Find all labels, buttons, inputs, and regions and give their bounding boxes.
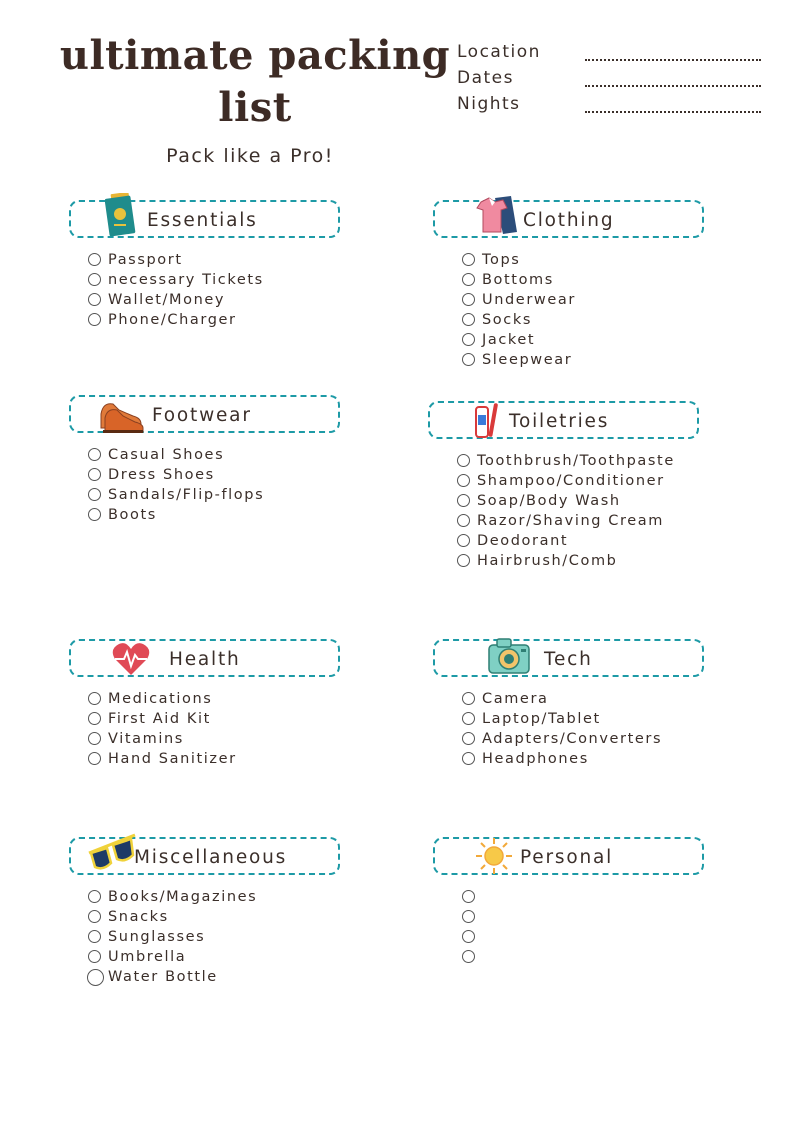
clothes-icon <box>473 194 519 238</box>
item-label: Hairbrush/Comb <box>477 553 618 569</box>
section-title: Personal <box>520 847 614 868</box>
section-title: Footwear <box>152 405 252 426</box>
checkbox[interactable] <box>88 930 101 943</box>
section-title: Tech <box>544 649 593 670</box>
item-label: Socks <box>482 312 532 328</box>
location-label: Location <box>457 42 541 62</box>
item-label: Phone/Charger <box>108 312 237 328</box>
camera-icon <box>487 635 533 677</box>
item-label: Medications <box>108 691 213 707</box>
checkbox[interactable] <box>88 712 101 725</box>
checkbox[interactable] <box>457 494 470 507</box>
section-header <box>69 837 340 875</box>
trip-info-dates <box>457 68 767 94</box>
item-label: necessary Tickets <box>108 272 264 288</box>
location-field[interactable] <box>585 59 761 61</box>
checkbox[interactable] <box>88 293 101 306</box>
item-label: Soap/Body Wash <box>477 493 621 509</box>
passport-icon <box>105 193 137 239</box>
shoe-icon <box>97 396 145 436</box>
item-label: Vitamins <box>108 731 184 747</box>
checkbox[interactable] <box>462 732 475 745</box>
item-label: Casual Shoes <box>108 447 225 463</box>
checkbox[interactable] <box>462 313 475 326</box>
checkbox[interactable] <box>462 692 475 705</box>
section-header <box>428 401 699 439</box>
item-label: Laptop/Tablet <box>482 711 601 727</box>
item-label: Bottoms <box>482 272 554 288</box>
checkbox[interactable] <box>88 508 101 521</box>
dates-field[interactable] <box>585 85 761 87</box>
item-label: Toothbrush/Toothpaste <box>477 453 675 469</box>
checkbox[interactable] <box>457 454 470 467</box>
item-label: Jacket <box>482 332 536 348</box>
subtitle: Pack like a Pro! <box>166 145 334 167</box>
checkbox[interactable] <box>462 910 475 923</box>
section-header <box>433 200 704 238</box>
heart-pulse-icon <box>111 641 151 677</box>
item-label: Snacks <box>108 909 169 925</box>
page-title <box>50 30 460 134</box>
checkbox[interactable] <box>88 950 101 963</box>
checkbox[interactable] <box>88 448 101 461</box>
item-label: Wallet/Money <box>108 292 226 308</box>
checkbox[interactable] <box>88 910 101 923</box>
checkbox[interactable] <box>87 969 104 986</box>
trip-info-location <box>457 42 767 68</box>
checkbox[interactable] <box>88 890 101 903</box>
sun-icon <box>475 837 513 875</box>
section-title: Essentials <box>147 210 258 231</box>
checkbox[interactable] <box>88 313 101 326</box>
item-label: Sleepwear <box>482 352 573 368</box>
checkbox[interactable] <box>462 333 475 346</box>
checkbox[interactable] <box>457 534 470 547</box>
checkbox[interactable] <box>462 273 475 286</box>
sunglasses-icon <box>85 831 137 873</box>
section-title: Clothing <box>523 210 615 231</box>
section-header <box>69 200 340 238</box>
section-title: Toiletries <box>509 411 610 432</box>
checkbox[interactable] <box>462 890 475 903</box>
trip-info-nights <box>457 94 767 120</box>
item-label: Camera <box>482 691 549 707</box>
dates-label: Dates <box>457 68 514 88</box>
item-label: Books/Magazines <box>108 889 258 905</box>
item-label: Sandals/Flip-flops <box>108 487 265 503</box>
section-title: Health <box>169 649 241 670</box>
checkbox[interactable] <box>457 474 470 487</box>
item-label: Sunglasses <box>108 929 206 945</box>
checkbox[interactable] <box>462 293 475 306</box>
toothbrush-icon <box>472 401 502 441</box>
section-header <box>433 837 704 875</box>
checkbox[interactable] <box>457 554 470 567</box>
checkbox[interactable] <box>88 752 101 765</box>
item-label: Razor/Shaving Cream <box>477 513 664 529</box>
item-label: Tops <box>482 252 521 268</box>
title-line-2: list <box>218 84 292 131</box>
checkbox[interactable] <box>88 488 101 501</box>
item-label: Boots <box>108 507 157 523</box>
checkbox[interactable] <box>88 253 101 266</box>
section-header <box>433 639 704 677</box>
section-title: Miscellaneous <box>134 847 288 868</box>
checkbox[interactable] <box>88 468 101 481</box>
item-label: Umbrella <box>108 949 187 965</box>
item-label: First Aid Kit <box>108 711 211 727</box>
checkbox[interactable] <box>462 950 475 963</box>
item-label: Water Bottle <box>108 969 218 985</box>
section-header <box>69 639 340 677</box>
item-label: Underwear <box>482 292 576 308</box>
nights-label: Nights <box>457 94 521 114</box>
checkbox[interactable] <box>462 253 475 266</box>
item-label: Deodorant <box>477 533 569 549</box>
trip-info <box>457 42 767 120</box>
item-label: Adapters/Converters <box>482 731 663 747</box>
checkbox[interactable] <box>88 692 101 705</box>
nights-field[interactable] <box>585 111 761 113</box>
checkbox[interactable] <box>462 353 475 366</box>
checkbox[interactable] <box>462 930 475 943</box>
item-label: Headphones <box>482 751 589 767</box>
section-header <box>69 395 340 433</box>
checkbox[interactable] <box>462 752 475 765</box>
checkbox[interactable] <box>462 712 475 725</box>
item-label: Passport <box>108 252 183 268</box>
item-label: Shampoo/Conditioner <box>477 473 665 489</box>
item-label: Dress Shoes <box>108 467 215 483</box>
checkbox[interactable] <box>88 732 101 745</box>
checkbox[interactable] <box>457 514 470 527</box>
checkbox[interactable] <box>88 273 101 286</box>
title-line-1: ultimate packing <box>59 32 451 79</box>
item-label: Hand Sanitizer <box>108 751 237 767</box>
